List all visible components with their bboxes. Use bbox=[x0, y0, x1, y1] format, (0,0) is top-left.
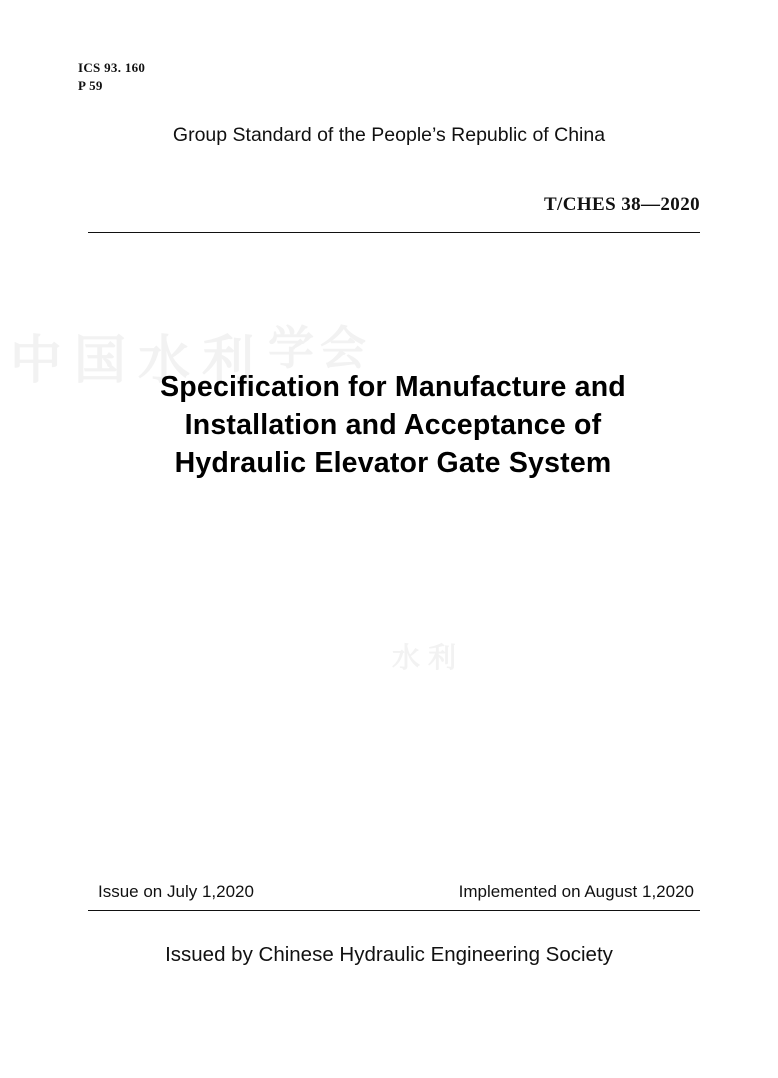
footer-divider bbox=[88, 910, 700, 911]
ics-classification bbox=[78, 59, 145, 95]
header-divider bbox=[88, 232, 700, 233]
dates-row bbox=[88, 882, 700, 902]
implementation-date: Implemented on August 1,2020 bbox=[458, 882, 694, 901]
watermark-lower: 水利 bbox=[392, 643, 465, 674]
title-line-2: Installation and Acceptance of bbox=[184, 409, 602, 441]
page-title bbox=[112, 368, 674, 482]
title-line-1: Specification for Manufacture and bbox=[160, 371, 626, 403]
ics-code: ICS 93. 160 bbox=[78, 60, 146, 75]
ccs-code: P 59 bbox=[78, 78, 103, 93]
watermark-left: 中国水利 bbox=[10, 333, 267, 390]
watermark-center: 学会 bbox=[268, 323, 372, 374]
title-line-3: Hydraulic Elevator Gate System bbox=[174, 447, 612, 479]
standard-organization: Group Standard of the People’s Republic of China bbox=[172, 124, 606, 146]
standard-number: T/CHES 38—2020 bbox=[543, 194, 700, 215]
publisher: Issued by Chinese Hydraulic Engineering Society bbox=[165, 943, 613, 966]
issue-date: Issue on July 1,2020 bbox=[98, 882, 254, 901]
